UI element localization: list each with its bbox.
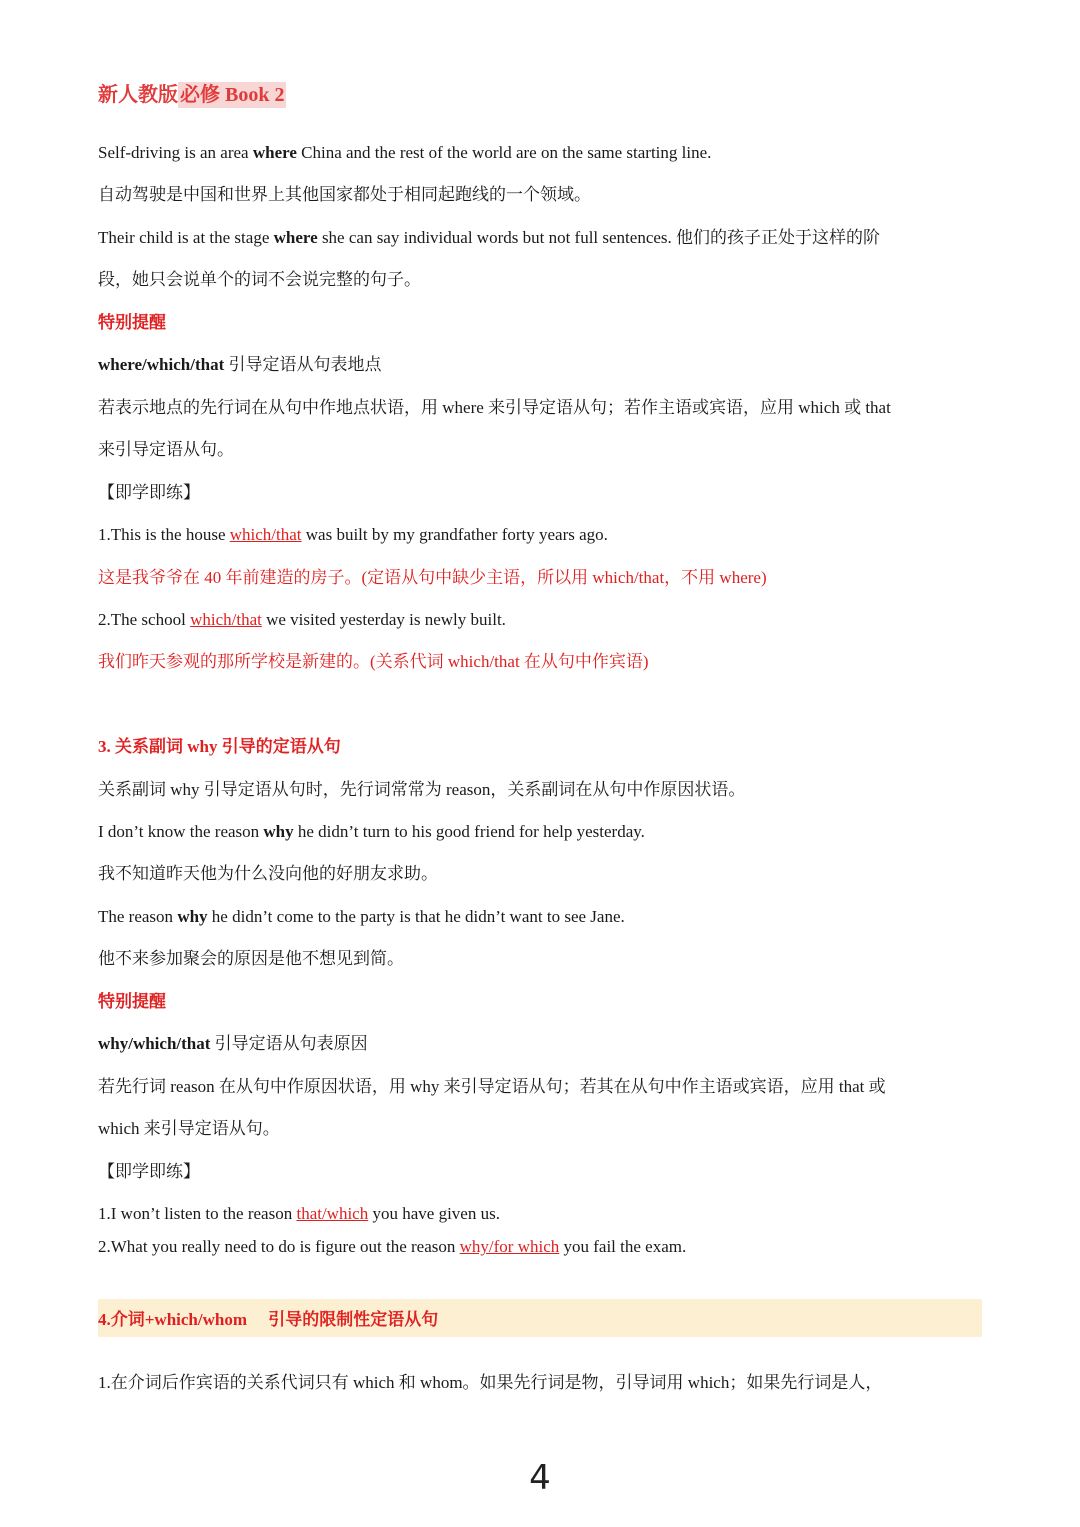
question-2 (98, 608, 982, 632)
rule-line-1 (98, 353, 982, 377)
keyword: where (252, 143, 297, 162)
text: I don’t know the reason (98, 822, 264, 841)
tip-heading-1: 特别提醒 (98, 313, 166, 332)
text: 1.This is the house (98, 525, 230, 544)
text: you have given us. (368, 1204, 500, 1223)
keyword: why (177, 907, 208, 926)
text: we visited yesterday is newly built. (261, 610, 506, 629)
text: China and the rest of the world are on the same starting line. (296, 143, 712, 162)
text: 1.I won’t listen to the reason (98, 1204, 297, 1223)
example-line-3 (98, 820, 982, 844)
answer-explanation-1: 这是我爷爷在 40 年前建造的房子。(定语从句中缺少主语，所以用 which/that，不用 where) (98, 568, 767, 587)
section3-desc: 关系副词 why 引导定语从句时，先行词常常为 reason，关系副词在从句中作原因状语。 (98, 780, 746, 799)
translation-line-2: 段，她只会说单个的词不会说完整的句子。 (98, 270, 421, 289)
practice-heading-1: 【即学即练】 (98, 483, 200, 502)
question-1 (98, 523, 982, 547)
answer: that/which (296, 1204, 369, 1223)
text: was built by my grandfather forty years ago. (301, 525, 608, 544)
header-part1: 新人教版 (98, 84, 178, 106)
keyword: why/which/that (98, 1034, 211, 1053)
section-heading-3: 3. 关系副词 why 引导的定语从句 (98, 737, 341, 756)
practice-heading-2: 【即学即练】 (98, 1162, 200, 1181)
answer: which/that (190, 610, 262, 629)
section-heading-4: 4.介词+which/whom 引导的限制性定语从句 (98, 1310, 439, 1329)
rule-desc-1b: 来引导定语从句。 (98, 440, 234, 459)
keyword: where/which/that (98, 355, 225, 374)
question-3 (98, 1202, 982, 1226)
answer-explanation-2: 我们昨天参观的那所学校是新建的。(关系代词 which/that 在从句中作宾语) (98, 652, 649, 671)
rule-desc-2: 若先行词 reason 在从句中作原因状语，用 why 来引导定语从句；若其在从句中作主语或宾语，应用 that 或 (98, 1077, 886, 1096)
answer: which/that (229, 525, 302, 544)
text: The reason (98, 907, 178, 926)
rule-desc-2b: which 来引导定语从句。 (98, 1119, 280, 1138)
section-heading-4-bar (98, 1299, 982, 1337)
text: he didn’t turn to his good friend for help yesterday. (293, 822, 645, 841)
text: he didn’t come to the party is that he didn’t want to see Jane. (207, 907, 625, 926)
keyword: where (273, 228, 318, 247)
keyword: why (263, 822, 294, 841)
example-line-2 (98, 226, 982, 250)
header-part2: 必修 Book 2 (180, 84, 285, 106)
text: Self-driving is an area (98, 143, 253, 162)
translation-line-3: 我不知道昨天他为什么没向他的好朋友求助。 (98, 864, 438, 883)
page-header (98, 78, 286, 107)
section4-desc: 1.在介词后作宾语的关系代词只有 which 和 whom。如果先行词是物，引导词用 which；如果先行词是人， (98, 1373, 883, 1392)
rule-desc-1: 若表示地点的先行词在从句中作地点状语，用 where 来引导定语从句；若作主语或宾语，应用 which 或 that (98, 398, 891, 417)
example-line-1 (98, 141, 982, 165)
text: 2.The school (98, 610, 191, 629)
text: Their child is at the stage (98, 228, 274, 247)
translation-line-1: 自动驾驶是中国和世界上其他国家都处于相同起跑线的一个领域。 (98, 185, 591, 204)
example-line-4 (98, 905, 982, 929)
tip-heading-2: 特别提醒 (98, 992, 166, 1011)
translation-line-4: 他不来参加聚会的原因是他不想见到简。 (98, 949, 404, 968)
rule-line-2 (98, 1032, 982, 1056)
answer: why/for which (459, 1237, 560, 1256)
text: 引导定语从句表原因 (210, 1034, 368, 1053)
text: she can say individual words but not full sentences. 他们的孩子正处于这样的阶 (317, 228, 881, 247)
text: 引导定语从句表地点 (224, 355, 382, 374)
page-number: 4 (529, 1458, 551, 1498)
question-4 (98, 1235, 982, 1259)
text: 2.What you really need to do is figure out the reason (98, 1237, 460, 1256)
text: you fail the exam. (559, 1237, 687, 1256)
